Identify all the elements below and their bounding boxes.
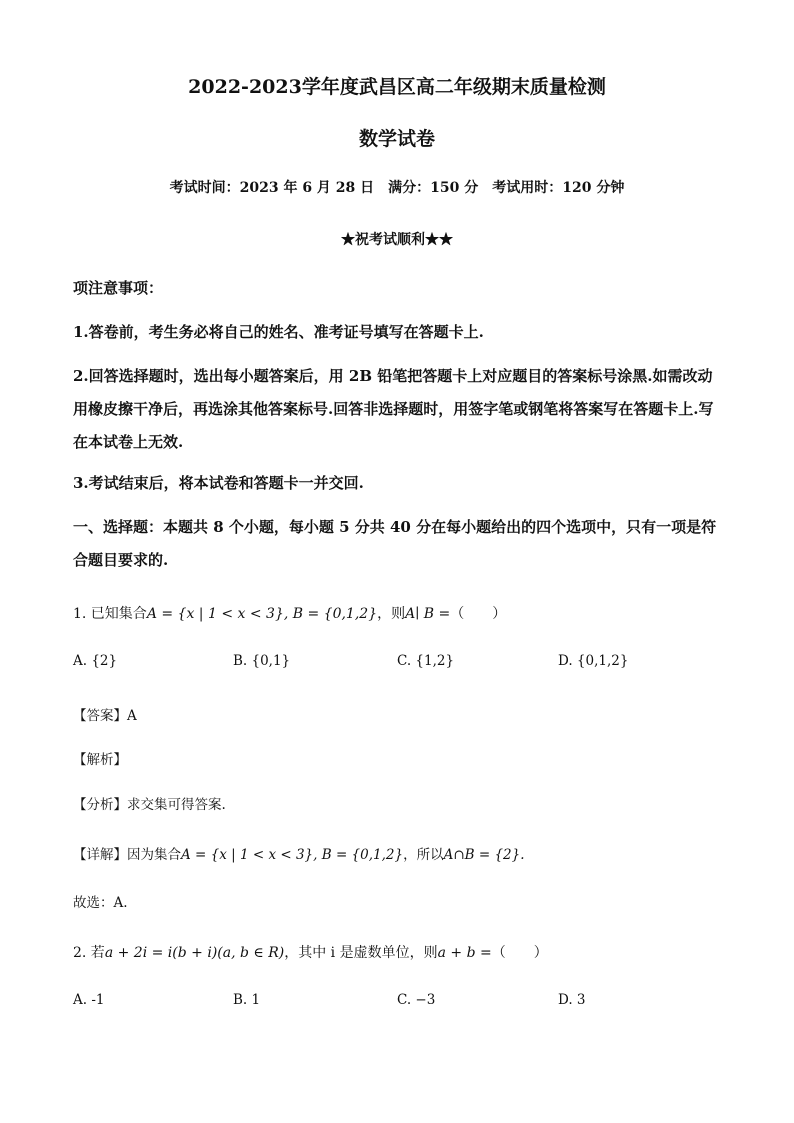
q2-option-a: A. -1 xyxy=(73,992,105,1008)
q1-sets: A = {x | 1 < x < 3}, B = {0,1,2} xyxy=(146,606,378,622)
note-1: 1.答卷前，考生务必将自己的姓名、准考证号填写在答题卡上. xyxy=(73,323,484,341)
q1-conclusion: 故选：A. xyxy=(73,895,128,911)
exam-subtitle: 数学试卷 xyxy=(358,128,435,150)
detail-label: 【详解】 xyxy=(73,847,127,863)
q1-analysis-label: 【解析】 xyxy=(73,752,127,768)
q1-blank: （ ） xyxy=(450,606,507,622)
q2-equation: a + 2i = i(b + i)(a, b ∈ R) xyxy=(104,945,285,961)
q2-option-d: D. 3 xyxy=(558,992,586,1008)
q1-detail xyxy=(73,843,525,863)
answer-value: A xyxy=(127,708,137,724)
q1-mid: ，则 xyxy=(377,606,406,622)
q1-answer xyxy=(73,704,137,724)
q1-option-c: C. {1,2} xyxy=(397,653,455,669)
exam-info: 考试时间：2023 年 6 月 28 日 满分：150 分 考试用时：120 分钟 xyxy=(169,180,625,196)
q1-option-b: B. {0,1} xyxy=(233,653,291,669)
q2-option-c: C. −3 xyxy=(397,992,436,1008)
fenxi-text: 求交集可得答案. xyxy=(127,797,226,813)
q2-option-b: B. 1 xyxy=(233,992,261,1008)
q1-option-a: A. {2} xyxy=(73,653,118,669)
q2-blank: （ ） xyxy=(491,945,548,961)
exam-wish: ★祝考试顺利★★ xyxy=(341,232,453,248)
q2-mid: ，其中 i 是虚数单位，则 xyxy=(284,945,438,961)
detail-text-a: 因为集合 xyxy=(127,847,181,863)
q1-expr: A∣ B = xyxy=(405,606,451,622)
detail-text-b: ，所以 xyxy=(403,847,444,863)
section-heading: 一、选择题：本题共 8 个小题，每小题 5 分共 40 分在每小题给出的四个选项中，只有一项是符合题目要求的. xyxy=(73,518,717,569)
question-2 xyxy=(73,942,548,962)
answer-label: 【答案】 xyxy=(73,708,127,724)
notes-heading: 项注意事项： xyxy=(73,279,164,297)
q1-prefix: 1. 已知集合 xyxy=(73,606,147,622)
question-1 xyxy=(73,603,506,623)
exam-title: 2022-2023学年度武昌区高二年级期末质量检测 xyxy=(188,76,606,98)
q1-fenxi xyxy=(73,793,226,813)
detail-math: A = {x | 1 < x < 3}, B = {0,1,2} xyxy=(181,847,404,863)
q1-option-d: D. {0,1,2} xyxy=(558,653,629,669)
q2-prefix: 2. 若 xyxy=(73,945,105,961)
detail-result: A∩B = {2}. xyxy=(443,847,525,863)
fenxi-label: 【分析】 xyxy=(73,797,127,813)
q2-expr: a + b = xyxy=(437,945,492,961)
note-3: 3.考试结束后，将本试卷和答题卡一并交回. xyxy=(73,474,364,492)
note-2: 2.回答选择题时，选出每小题答案后，用 2B 铅笔把答题卡上对应题目的答案标号涂黑.如需改动用橡皮擦干净后，再选涂其他答案标号.回答非选择题时，用签字笔或钢笔将答案写在答题卡上.写在本试卷上无效. xyxy=(73,367,714,451)
